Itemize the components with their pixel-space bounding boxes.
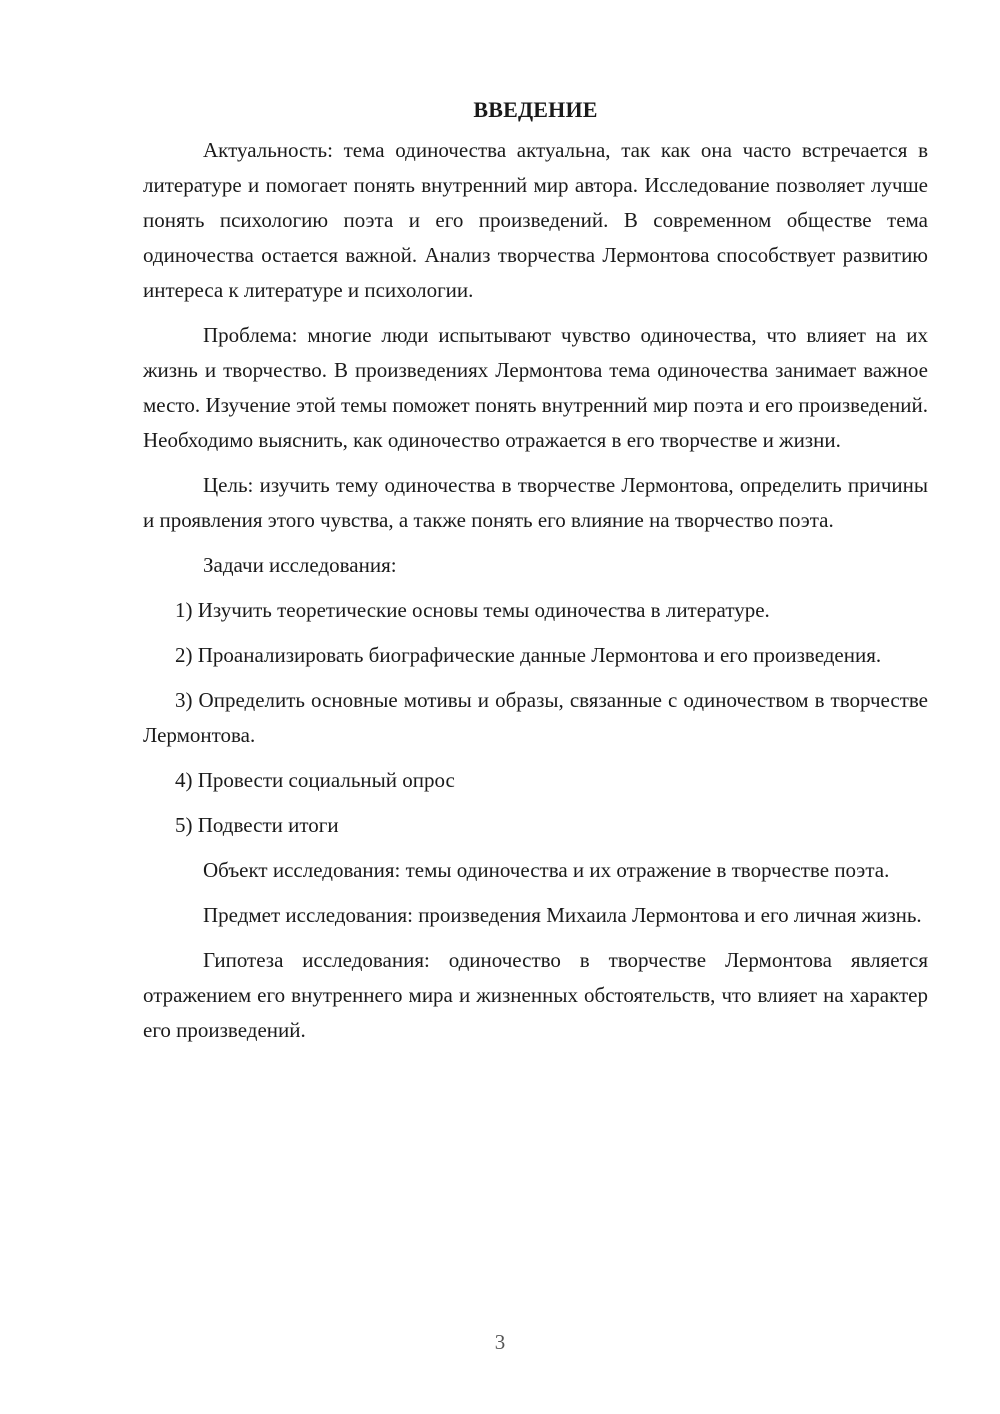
task-item: 5) Подвести итоги (175, 813, 339, 837)
page-number: 3 (494, 1330, 506, 1354)
spacer (143, 843, 928, 853)
paragraph-hypothesis: Гипотеза исследования: одиночество в творчестве Лермонтова является отражением его внутреннего мира и жизненных обстоятельств, что влияет на характер его произведений. (143, 948, 928, 1042)
spacer (143, 458, 928, 468)
task-item: 4) Провести социальный опрос (175, 768, 455, 792)
spacer (143, 538, 928, 548)
spacer (143, 888, 928, 898)
spacer (143, 673, 928, 683)
paragraph-subject: Предмет исследования: произведения Михаила Лермонтова и его личная жизнь. (203, 903, 922, 927)
paragraph-relevance: Актуальность: тема одиночества актуальна, так как она часто встречается в литературе и помогает понять внутренний мир автора. Исследование позволяет лучше понять психологию поэта и его произведений. В современном обществе тема одиночества остается важной. Анализ творчества Лермонтова способствует развитию интереса к литературе и психологии. (143, 138, 928, 302)
spacer (143, 583, 928, 593)
document-page (143, 92, 928, 1048)
task-item: 3) Определить основные мотивы и образы, связанные с одиночеством в творчестве Лермонтова. (143, 688, 928, 747)
paragraph-problem: Проблема: многие люди испытывают чувство одиночества, что влияет на их жизнь и творчество. В произведениях Лермонтова тема одиночества занимает важное место. Изучение этой темы поможет понять внутренний мир поэта и его произведений. Необходимо выяснить, как одиночество отражается в его творчестве и жизни. (143, 323, 928, 452)
task-item: 2) Проанализировать биографические данные Лермонтова и его произведения. (175, 643, 882, 667)
spacer (143, 628, 928, 638)
spacer (143, 753, 928, 763)
paragraph-object: Объект исследования: темы одиночества и их отражение в творчестве поэта. (203, 858, 890, 882)
paragraph-tasks-intro: Задачи исследования: (203, 553, 397, 577)
spacer (143, 798, 928, 808)
task-item: 1) Изучить теоретические основы темы одиночества в литературе. (175, 598, 770, 622)
paragraph-goal: Цель: изучить тему одиночества в творчестве Лермонтова, определить причины и проявления этого чувства, а также понять его влияние на творчество поэта. (143, 473, 928, 532)
spacer (143, 308, 928, 318)
spacer (143, 933, 928, 943)
page-title: ВВЕДЕНИЕ (473, 97, 598, 122)
